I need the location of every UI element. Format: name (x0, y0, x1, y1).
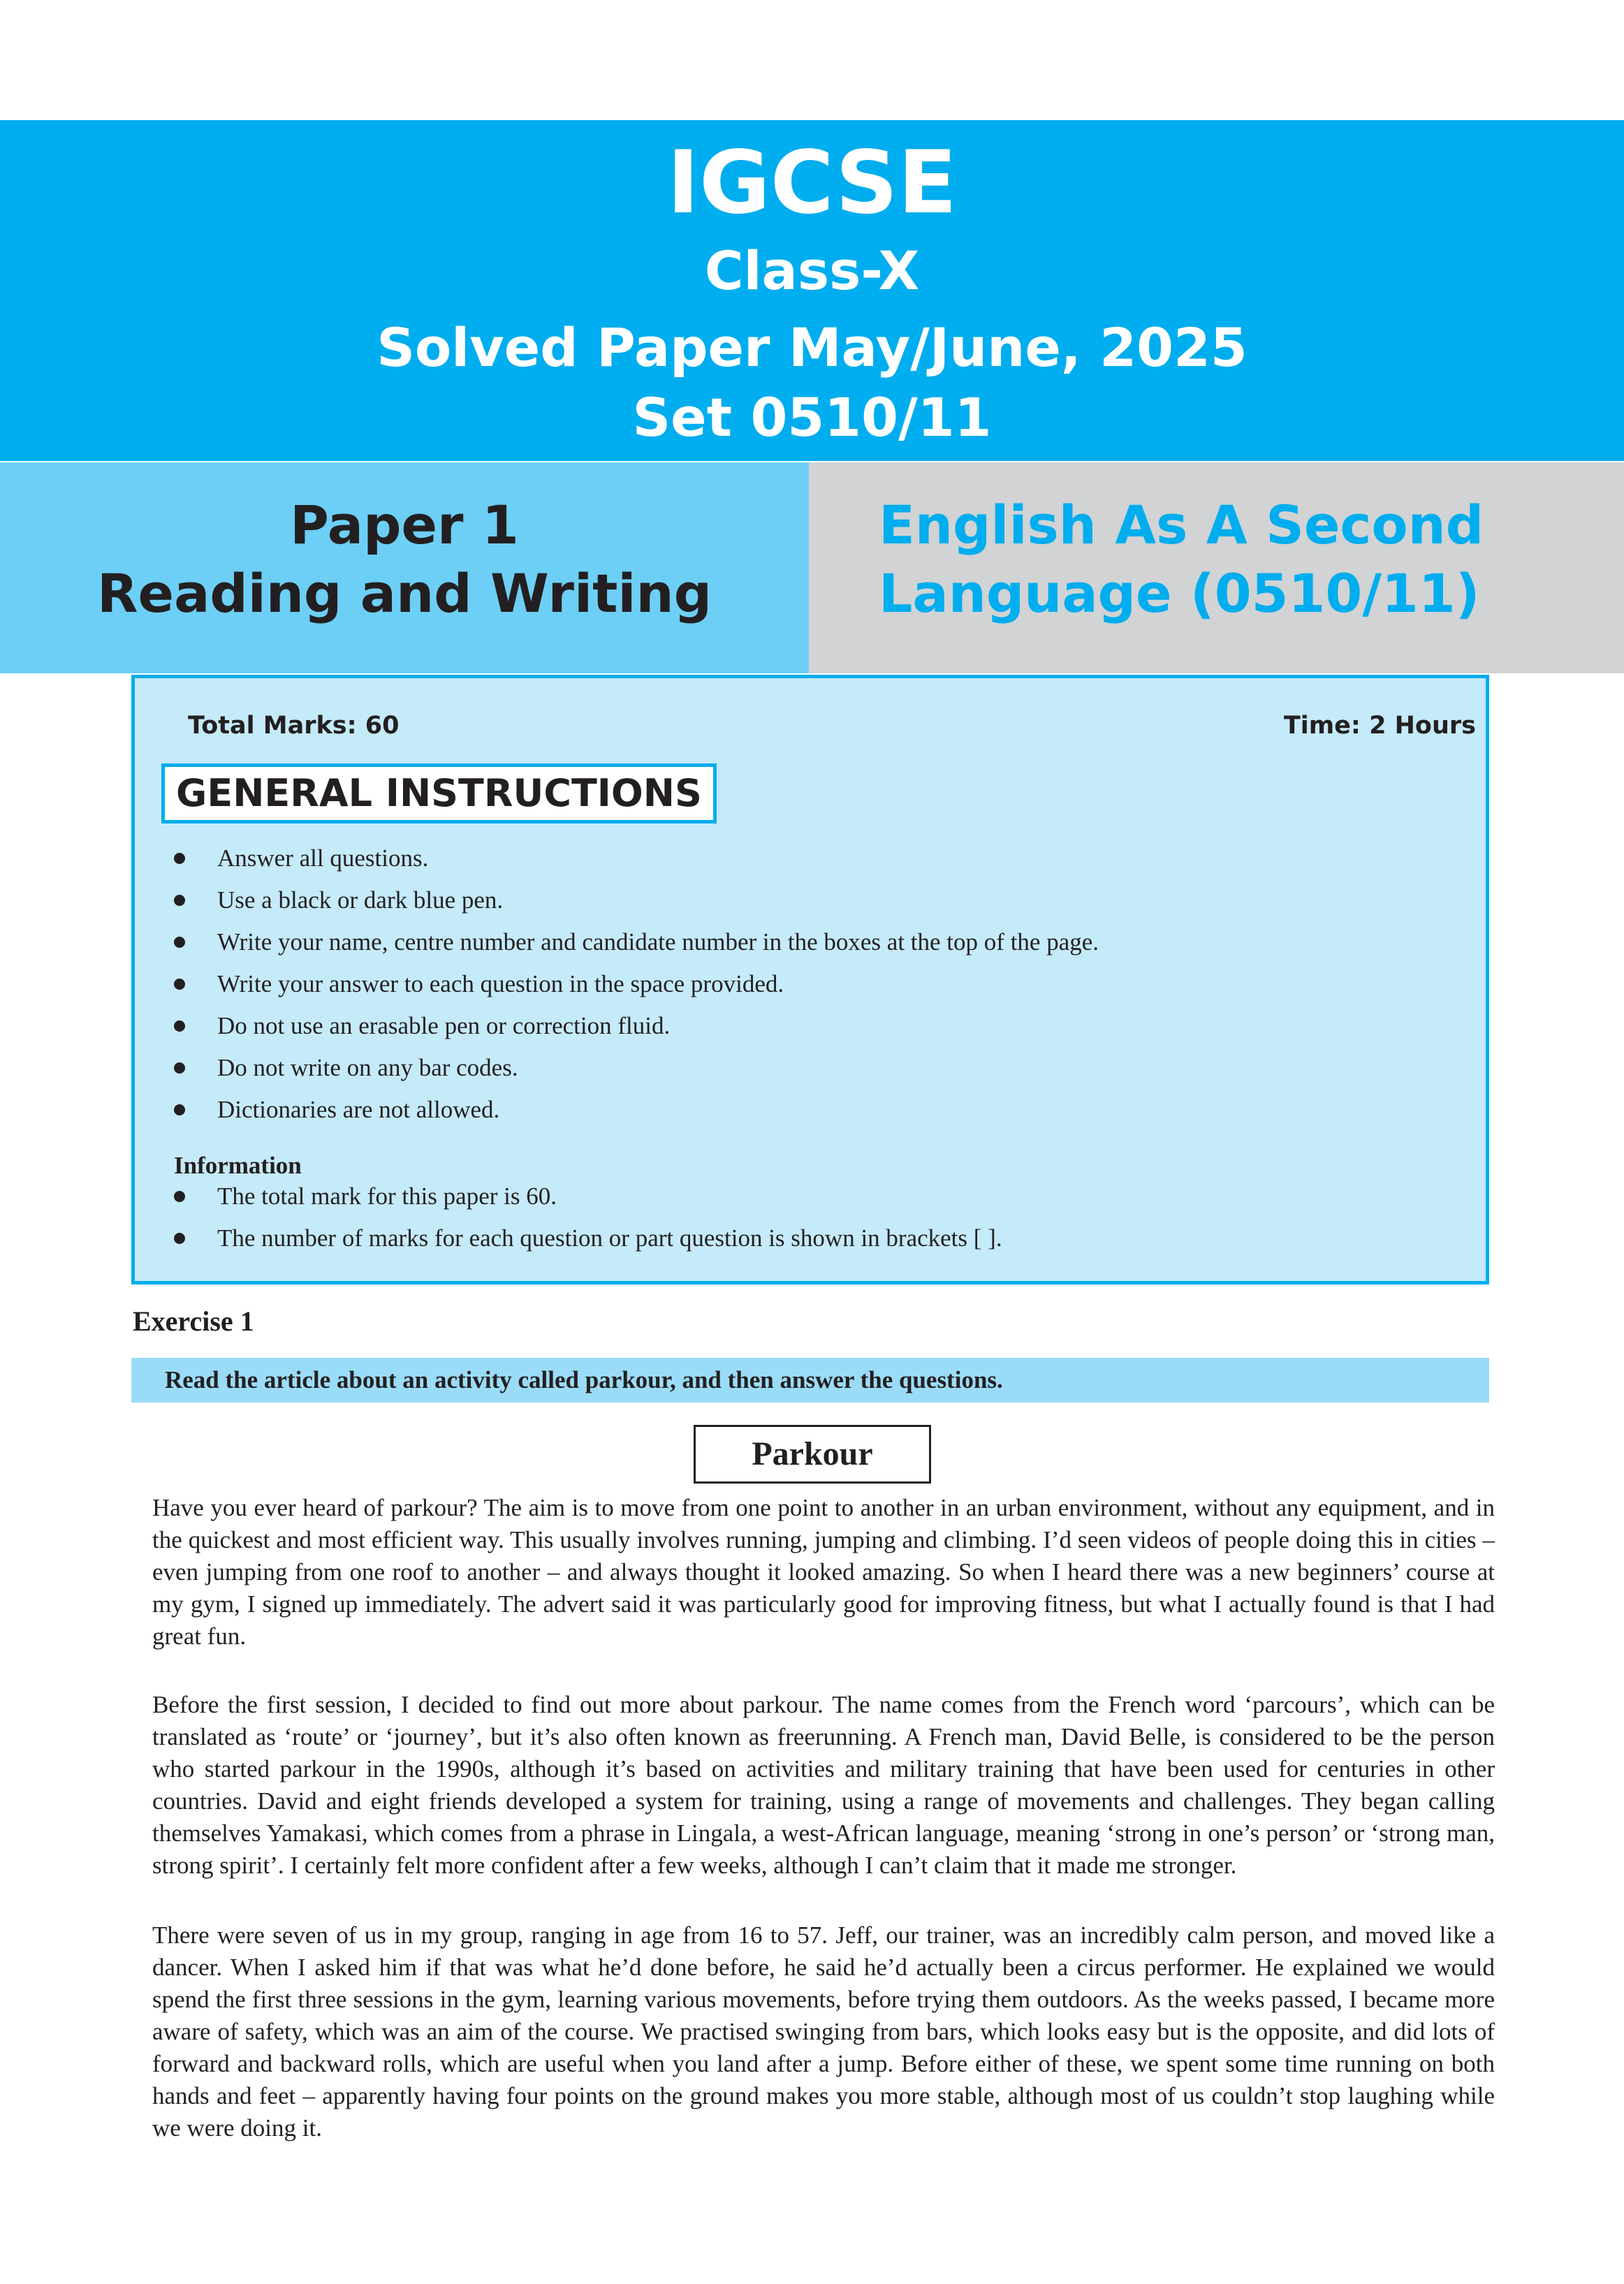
article-paragraph: There were seven of us in my group, ranging in age from 16 to 57. Jeff, our trainer, was an incredibly calm person, and moved like a dancer. When I asked him if that was what he’d done before, he said he’d actually been a circus performer. He explained we would spend the first three sessions in the gym, learning various movements, before trying them outdoors. As the weeks passed, I became more aware of safety, which was an aim of the course. We practised swinging from bars, which looks easy but is the opposite, and did lots of forward and backward rolls, which are useful when you land after a jump. Before either of these, we spent some time running on both hands and feet – apparently having four points on the ground makes you more stable, although most of us couldn’t stop laughing while we were doing it. (152, 1921, 1495, 2142)
subject-line-1: English As A Second (879, 494, 1484, 556)
paper-number: Paper 1 (290, 494, 519, 556)
set-label: Set 0510/11 (632, 386, 992, 448)
bullet-icon (174, 1062, 185, 1074)
list-item: Use a black or dark blue pen. (174, 879, 1099, 921)
list-item: Answer all questions. (174, 837, 1099, 879)
information-heading: Information (174, 1152, 302, 1179)
subject-panel (809, 462, 1624, 673)
instructions-list (174, 837, 1099, 1131)
article-paragraph: Before the first session, I decided to find out more about parkour. The name comes from the French word ‘parcours’, which can be translated as ‘route’ or ‘journey’, but it’s also often known as freerunning. A French man, David Belle, is considered to be the person who started parkour in the 1990s, although it’s based on activities and military training that have been used for centuries in other countries. David and eight friends developed a system for training, using a range of movements and challenges. They began calling themselves Yamakasi, which comes from a phrase in Lingala, a west-African language, meaning ‘strong in one’s person’ or ‘strong man, strong spirit’. I certainly felt more confident after a few weeks, although I can’t claim that it made me stronger. (152, 1691, 1495, 1879)
bullet-icon (174, 1191, 185, 1202)
bullet-icon (174, 1233, 185, 1244)
list-item: Write your answer to each question in the space provided. (174, 963, 1099, 1005)
paper-session-label: Solved Paper May/June, 2025 (376, 316, 1248, 379)
bullet-icon (174, 895, 185, 906)
article-title: Parkour (694, 1425, 931, 1484)
list-item: The total mark for this paper is 60. (174, 1176, 1002, 1217)
bullet-icon (174, 1020, 185, 1032)
instructions-box (131, 675, 1489, 1284)
list-item: Do not use an erasable pen or correction fluid. (174, 1005, 1099, 1047)
class-label: Class-X (704, 240, 920, 302)
list-item: Write your name, centre number and candidate number in the boxes at the top of the page. (174, 921, 1099, 963)
time-allowed: Time: 2 Hours (1283, 712, 1476, 740)
article-paragraph: Have you ever heard of parkour? The aim is to move from one point to another in an urban environment, without any equipment, and in the quickest and most efficient way. This usually involves running, jumping and climbing. I’d seen videos of people doing this in cities – even jumping from one roof to another – and always thought it looked amazing. So when I heard there was a new beginners’ course at my gym, I signed up immediately. The advert said it was particularly good for improving fitness, but what I actually found is that I had great fun. (152, 1494, 1495, 1650)
list-item: Dictionaries are not allowed. (174, 1089, 1099, 1131)
bullet-icon (174, 853, 185, 864)
bullet-icon (174, 1104, 185, 1115)
paper-subject: Reading and Writing (97, 562, 712, 624)
exercise-instruction: Read the article about an activity called parkour, and then answer the questions. (131, 1358, 1489, 1403)
information-list (174, 1176, 1002, 1259)
list-item: Do not write on any bar codes. (174, 1047, 1099, 1089)
total-marks: Total Marks: 60 (188, 712, 400, 740)
general-instructions-heading: GENERAL INSTRUCTIONS (161, 763, 717, 823)
exercise-title: Exercise 1 (133, 1305, 254, 1337)
bullet-icon (174, 937, 185, 948)
header-banner (0, 120, 1624, 461)
subject-line-2: Language (0510/11) (879, 562, 1480, 624)
bullet-icon (174, 979, 185, 990)
exam-title: IGCSE (666, 133, 958, 233)
list-item: The number of marks for each question or part question is shown in brackets [ ]. (174, 1217, 1002, 1259)
paper-name-panel (0, 462, 809, 673)
